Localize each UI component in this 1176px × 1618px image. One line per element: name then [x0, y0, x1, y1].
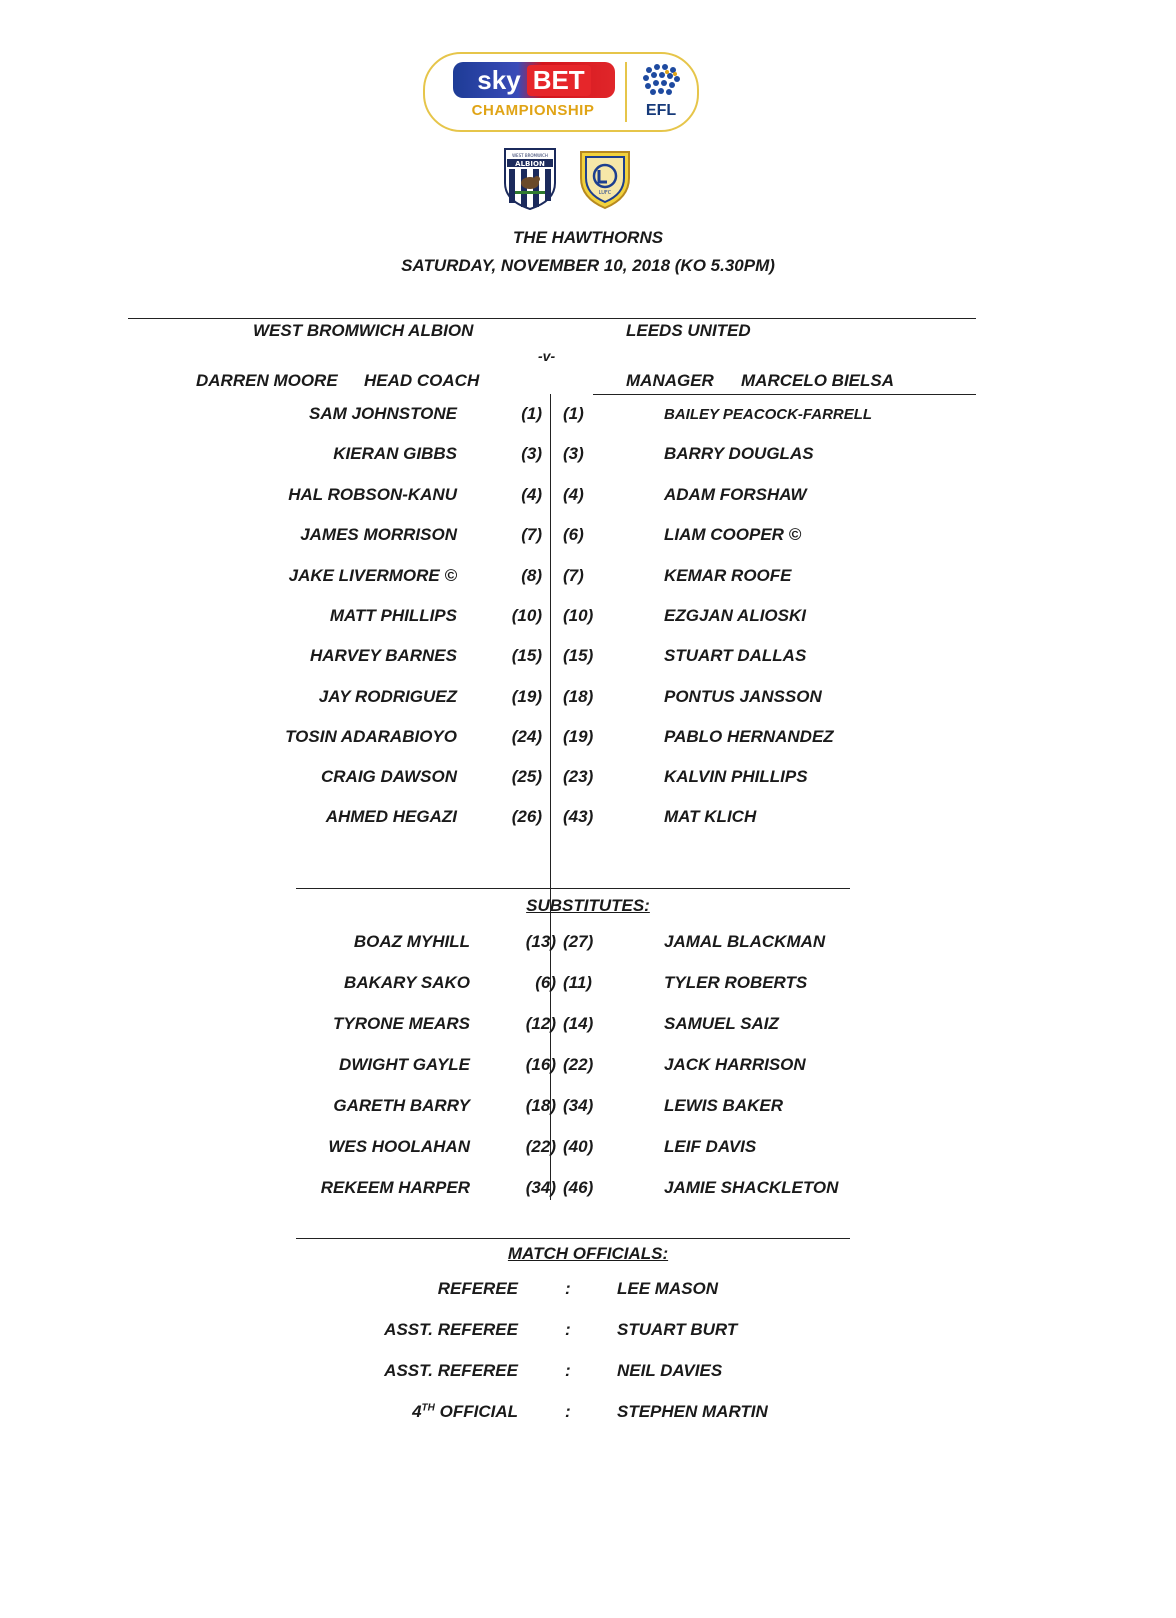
home-player-name: JAMES MORRISON	[300, 525, 457, 544]
championship-wordmark: CHAMPIONSHIP	[471, 102, 595, 119]
sky-wordmark: sky	[477, 64, 521, 95]
official-role-suffix: OFFICIAL	[434, 1402, 518, 1421]
official-separator: :	[565, 1279, 571, 1298]
home-player-number: (25)	[511, 767, 542, 786]
home-player-number: (4)	[521, 485, 542, 504]
official-separator: :	[565, 1402, 571, 1421]
away-player-number: (43)	[563, 807, 594, 826]
away-player-name: PABLO HERNANDEZ	[664, 727, 834, 746]
away-sub-name: JACK HARRISON	[664, 1055, 806, 1074]
home-manager-name: DARREN MOORE	[196, 371, 338, 390]
home-player-number: (10)	[511, 606, 542, 625]
away-player-name: LIAM COOPER ©	[664, 525, 802, 544]
official-role: ASST. REFEREE	[384, 1361, 518, 1380]
home-sub-number: (12)	[525, 1014, 556, 1033]
away-player-number: (15)	[563, 646, 594, 665]
home-player-number: (1)	[521, 404, 542, 423]
home-sub-name: BAKARY SAKO	[344, 973, 470, 992]
away-sub-number: (27)	[563, 932, 594, 951]
away-manager-role: MANAGER	[626, 371, 714, 390]
away-sub-number: (40)	[563, 1137, 594, 1156]
home-player-name: MATT PHILLIPS	[329, 606, 457, 625]
away-sub-name: SAMUEL SAIZ	[664, 1014, 779, 1033]
away-manager-name: MARCELO BIELSA	[741, 371, 894, 390]
home-manager-role: HEAD COACH	[364, 371, 480, 390]
home-player-name: JAKE LIVERMORE ©	[288, 566, 457, 585]
match-date: SATURDAY, NOVEMBER 10, 2018 (KO 5.30PM)	[401, 256, 775, 275]
home-player-name: CRAIG DAWSON	[321, 767, 457, 786]
substitutes-heading: SUBSTITUTES:	[526, 896, 650, 915]
away-player-name: ADAM FORSHAW	[664, 485, 807, 504]
away-player-number: (23)	[563, 767, 594, 786]
home-sub-name: TYRONE MEARS	[333, 1014, 470, 1033]
away-team-name: LEEDS UNITED	[626, 321, 751, 340]
official-name: LEE MASON	[617, 1279, 719, 1298]
official-role-prefix: 4	[412, 1402, 422, 1421]
sky-bet-badge	[453, 62, 615, 98]
away-player-number: (10)	[563, 606, 594, 625]
home-sub-name: WES HOOLAHAN	[328, 1137, 470, 1156]
crest-albion-text: ALBION	[515, 160, 545, 168]
away-player-number: (4)	[563, 485, 584, 504]
home-sub-name: BOAZ MYHILL	[353, 932, 470, 951]
away-player-name: PONTUS JANSSON	[664, 687, 822, 706]
away-sub-number: (34)	[563, 1096, 594, 1115]
away-sub-name: LEIF DAVIS	[664, 1137, 757, 1156]
efl-wordmark: EFL	[645, 102, 677, 119]
home-sub-number: (34)	[525, 1178, 556, 1197]
official-role: REFEREE	[437, 1279, 518, 1298]
away-sub-name: TYLER ROBERTS	[664, 973, 808, 992]
away-player-number: (18)	[563, 687, 594, 706]
manager-divider	[593, 394, 976, 395]
svg-text:LUFC: LUFC	[598, 190, 612, 196]
home-player-number: (7)	[521, 525, 542, 544]
home-sub-number: (18)	[525, 1096, 556, 1115]
home-sub-number: (6)	[535, 973, 556, 992]
home-sub-name: REKEEM HARPER	[320, 1178, 470, 1197]
away-player-number: (7)	[563, 566, 584, 585]
official-separator: :	[565, 1361, 571, 1380]
west-brom-crest-icon	[503, 147, 557, 211]
home-player-name: SAM JOHNSTONE	[309, 404, 457, 423]
home-player-number: (19)	[511, 687, 542, 706]
logo-divider	[625, 62, 627, 122]
home-sub-name: DWIGHT GAYLE	[339, 1055, 470, 1074]
sky-bet-championship-efl-logo	[423, 52, 699, 132]
match-officials-heading: MATCH OFFICIALS:	[507, 1244, 669, 1263]
home-team-name: WEST BROMWICH ALBION	[253, 321, 474, 340]
official-name: STUART BURT	[617, 1320, 738, 1339]
team-separator-line	[550, 394, 551, 1200]
away-player-name: BARRY DOUGLAS	[664, 444, 814, 463]
away-sub-number: (11)	[563, 973, 592, 992]
venue: THE HAWTHORNS	[512, 228, 664, 247]
home-sub-name: GARETH BARRY	[333, 1096, 470, 1115]
away-player-number: (19)	[563, 727, 594, 746]
home-player-number: (15)	[511, 646, 542, 665]
home-sub-number: (16)	[525, 1055, 556, 1074]
away-player-name: STUART DALLAS	[664, 646, 807, 665]
substitutes-divider	[296, 1238, 850, 1239]
home-player-number: (8)	[521, 566, 542, 585]
leeds-crest-icon	[577, 148, 633, 210]
home-player-number: (24)	[511, 727, 542, 746]
efl-ball-icon	[639, 62, 683, 100]
away-sub-name: JAMIE SHACKLETON	[664, 1178, 839, 1197]
official-role-superscript: TH	[421, 1402, 435, 1414]
official-role	[412, 1402, 518, 1422]
starters-divider	[296, 888, 850, 889]
home-player-name: JAY RODRIGUEZ	[318, 687, 457, 706]
away-sub-name: JAMAL BLACKMAN	[664, 932, 826, 951]
away-player-name: BAILEY PEACOCK-FARRELL	[664, 406, 873, 423]
home-player-name: AHMED HEGAZI	[325, 807, 457, 826]
official-role: ASST. REFEREE	[384, 1320, 518, 1339]
crest-top-text: WEST BROMWICH	[512, 153, 548, 158]
home-sub-number: (22)	[525, 1137, 556, 1156]
official-name: STEPHEN MARTIN	[617, 1402, 768, 1421]
away-player-name: EZGJAN ALIOSKI	[664, 606, 806, 625]
header-divider	[128, 318, 976, 319]
away-sub-name: LEWIS BAKER	[664, 1096, 783, 1115]
home-player-number: (26)	[511, 807, 542, 826]
official-name: NEIL DAVIES	[617, 1361, 723, 1380]
away-player-number: (3)	[563, 444, 584, 463]
home-player-name: HARVEY BARNES	[309, 646, 457, 665]
bet-wordmark: BET	[527, 65, 591, 96]
official-separator: :	[565, 1320, 571, 1339]
home-player-name: HAL ROBSON-KANU	[288, 485, 457, 504]
away-player-number: (6)	[563, 525, 584, 544]
home-player-name: KIERAN GIBBS	[333, 444, 457, 463]
versus-label: -v-	[538, 348, 556, 364]
home-sub-number: (13)	[525, 932, 556, 951]
away-sub-number: (46)	[563, 1178, 594, 1197]
away-sub-number: (14)	[563, 1014, 594, 1033]
away-player-name: MAT KLICH	[664, 807, 757, 826]
away-player-name: KEMAR ROOFE	[664, 566, 792, 585]
home-player-name: TOSIN ADARABIOYO	[285, 727, 457, 746]
home-player-number: (3)	[521, 444, 542, 463]
away-player-number: (1)	[563, 404, 584, 423]
away-player-name: KALVIN PHILLIPS	[664, 767, 808, 786]
away-sub-number: (22)	[563, 1055, 594, 1074]
